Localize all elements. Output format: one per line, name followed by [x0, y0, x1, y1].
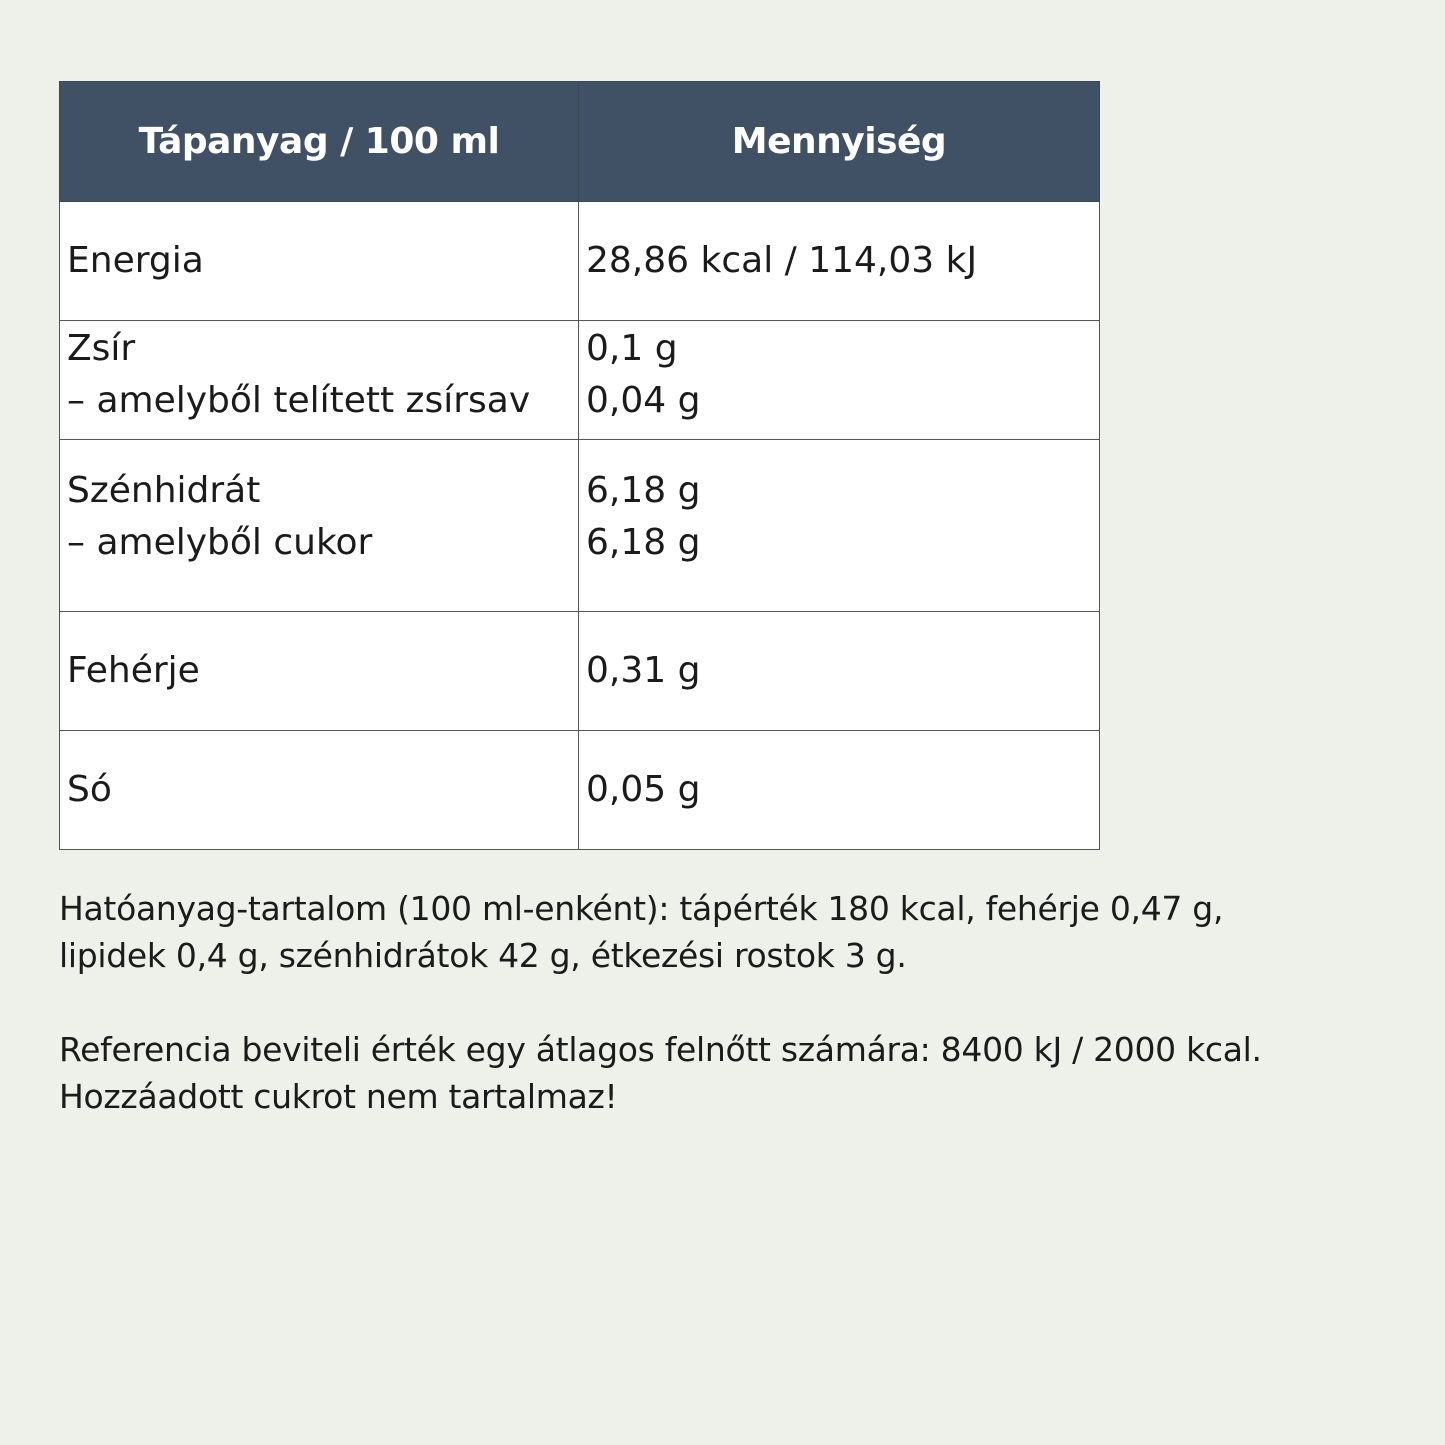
nutrient-label: Zsír: [67, 328, 136, 369]
amount-subvalue: 0,04 g: [586, 380, 701, 421]
table-header: [60, 82, 1100, 202]
nutrient-label: Energia: [67, 240, 204, 281]
table-row: [60, 440, 1100, 612]
note-line: lipidek 0,4 g, szénhidrátok 42 g, étkezési rostok 3 g.: [59, 936, 907, 975]
nutrient-label: Fehérje: [67, 650, 200, 691]
notes: [59, 885, 1399, 1120]
amount-cell: [579, 321, 1100, 440]
nutrient-cell: [60, 321, 579, 440]
nutrient-sublabel: – amelyből telített zsírsav: [67, 380, 531, 421]
nutrient-cell: [60, 612, 579, 731]
note-line: Hatóanyag-tartalom (100 ml-enként): tápérték 180 kcal, fehérje 0,47 g,: [59, 889, 1224, 928]
amount-value: 0,1 g: [586, 328, 678, 369]
active-content-note: [59, 885, 1399, 979]
note-line: Referencia beviteli érték egy átlagos felnőtt számára: 8400 kJ / 2000 kcal.: [59, 1030, 1262, 1069]
amount-cell: [579, 612, 1100, 731]
table-row: [60, 612, 1100, 731]
amount-cell: [579, 440, 1100, 612]
reference-note: [59, 1026, 1399, 1120]
amount-value: 0,31 g: [586, 650, 701, 691]
header-row: [60, 82, 1100, 202]
table-row: [60, 202, 1100, 321]
nutrient-label: Szénhidrát: [67, 469, 261, 511]
table-body: [60, 202, 1100, 850]
nutrient-sublabel: – amelyből cukor: [67, 521, 373, 563]
amount-value: 0,05 g: [586, 769, 701, 810]
amount-value: 28,86 kcal / 114,03 kJ: [586, 240, 978, 281]
note-line: Hozzáadott cukrot nem tartalmaz!: [59, 1077, 618, 1116]
amount-value: 6,18 g: [586, 469, 701, 511]
nutrition-table: [59, 81, 1100, 850]
amount-cell: [579, 731, 1100, 850]
nutrient-label: Só: [67, 769, 112, 810]
amount-subvalue: 6,18 g: [586, 521, 701, 563]
table-row: [60, 321, 1100, 440]
table-row: [60, 731, 1100, 850]
nutrient-cell: [60, 202, 579, 321]
header-amount: Mennyiség: [579, 82, 1100, 202]
nutrient-cell: [60, 440, 579, 612]
nutrient-cell: [60, 731, 579, 850]
header-nutrient: Tápanyag / 100 ml: [60, 82, 579, 202]
amount-cell: [579, 202, 1100, 321]
